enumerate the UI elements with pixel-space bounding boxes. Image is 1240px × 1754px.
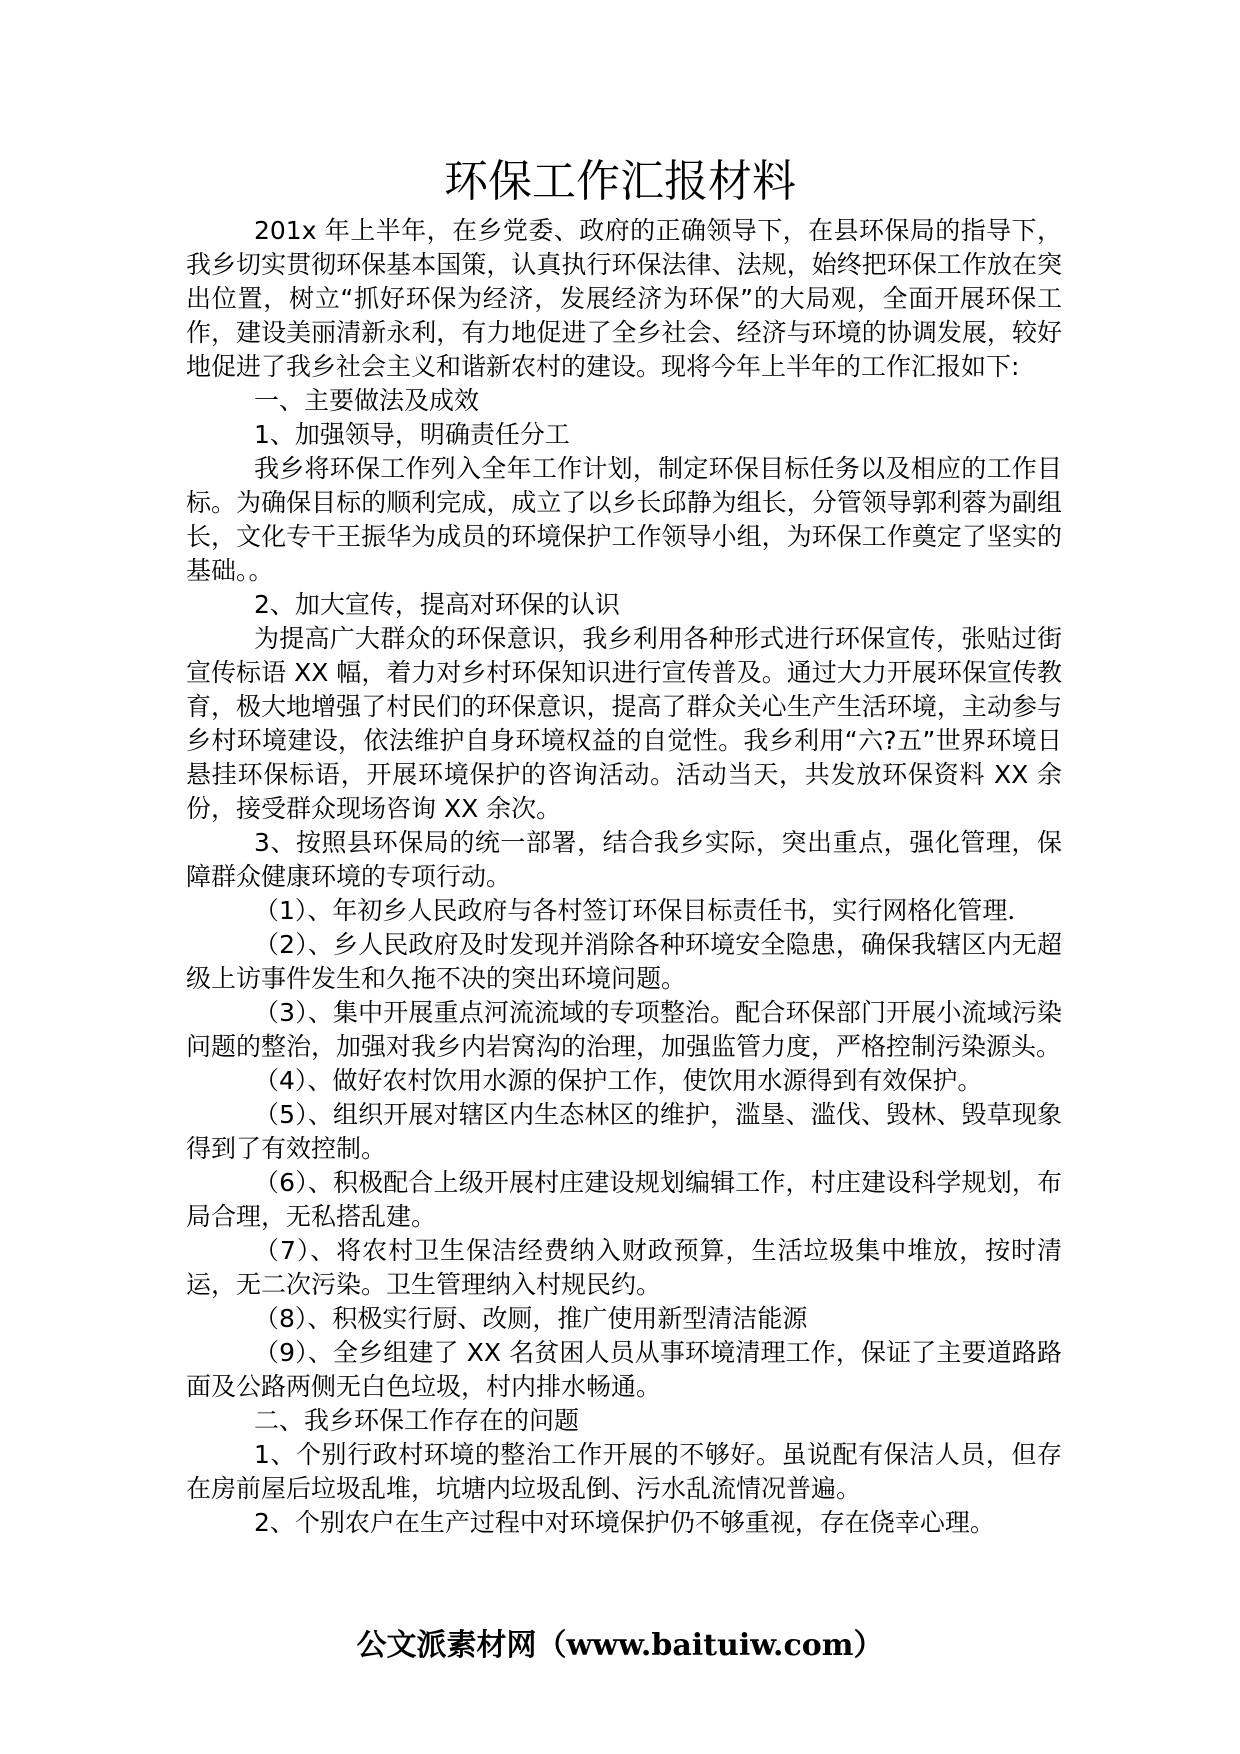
paragraph-intro: 201x 年上半年，在乡党委、政府的正确领导下，在县环保局的指导下，我乡切实贯彻环保基本国策，认真执行环保法律、法规，始终把环保工作放在突出位置，树立“抓好环保为经济，发展经济为环保”的大局观，全面开展环保工作，建设美丽清新永利，有力地促进了全乡社会、经济与环境的协调发展，较好地促进了我乡社会主义和谐新农村的建设。现将今年上半年的工作汇报如下: [186, 216, 1062, 381]
document-title: 环保工作汇报材料 [444, 156, 796, 207]
subheading-2: 2、加大宣传，提高对环保的认识 [254, 590, 620, 619]
paragraph: 为提高广大群众的环保意识，我乡利用各种形式进行环保宣传，张贴过街宣传标语 XX 幅，着力对乡村环保知识进行宣传普及。通过大力开展环保宣传教育，极大地增强了村民们的环保意识，提高了群众关心生产生活环境，主动参与乡村环境建设，依法维护自身环境权益的自觉性。我乡利用“六?五”世界环境日悬挂环保标语，开展环境保护的咨询活动。活动当天，共发放环保资料 XX 余份，接受群众现场咨询 XX 余次。 [186, 624, 1062, 823]
heading-section-2: 二、我乡环保工作存在的问题 [254, 1406, 580, 1435]
list-item: （1）、年初乡人民政府与各村签订环保目标责任书，实行网格化管理． [254, 896, 1033, 925]
list-item: （7）、将农村卫生保洁经费纳入财政预算，生活垃圾集中堆放，按时清运，无二次污染。卫生管理纳入村规民约。 [186, 1236, 1062, 1299]
subheading-1: 1、加强领导，明确责任分工 [254, 420, 570, 449]
subheading-3: 3、按照县环保局的统一部署，结合我乡实际，突出重点，强化管理，保障群众健康环境的专项行动。 [186, 828, 1062, 891]
paragraph: 我乡将环保工作列入全年工作计划，制定环保目标任务以及相应的工作目标。为确保目标的顺利完成，成立了以乡长邱静为组长，分管领导郭利蓉为副组长，文化专干王振华为成员的环境保护工作领导小组，为环保工作奠定了坚实的基础。。 [186, 454, 1062, 585]
paragraph: 1、个别行政村环境的整治工作开展的不够好。虽说配有保洁人员，但存在房前屋后垃圾乱堆，坑塘内垃圾乱倒、污水乱流情况普遍。 [186, 1440, 1062, 1503]
list-item: （6）、积极配合上级开展村庄建设规划编辑工作，村庄建设科学规划，布局合理，无私搭乱建。 [186, 1168, 1062, 1231]
paragraph: 2、个别农户在生产过程中对环境保护仍不够重视，存在侥幸心理。 [254, 1508, 995, 1537]
list-item: （3）、集中开展重点河流流域的专项整治。配合环保部门开展小流域污染问题的整治，加强对我乡内岩窝沟的治理，加强监管力度，严格控制污染源头。 [186, 998, 1062, 1061]
heading-section-1: 一、主要做法及成效 [254, 386, 480, 415]
list-item: （4）、做好农村饮用水源的保护工作，使饮用水源得到有效保护。 [254, 1066, 983, 1095]
list-item: （8）、积极实行厨、改厕，推广使用新型清洁能源 [254, 1304, 808, 1333]
footer-watermark: 公文派素材网（www.baituiw.com） [356, 1628, 884, 1663]
list-item: （5）、组织开展对辖区内生态林区的维护，滥垦、滥伐、毁林、毁草现象得到了有效控制。 [186, 1100, 1062, 1163]
list-item: （2）、乡人民政府及时发现并消除各种环境安全隐患，确保我辖区内无超级上访事件发生和久拖不决的突出环境问题。 [186, 930, 1062, 993]
document-body [186, 214, 1062, 1540]
list-item: （9）、全乡组建了 XX 名贫困人员从事环境清理工作，保证了主要道路路面及公路两侧无白色垃圾，村内排水畅通。 [186, 1338, 1062, 1401]
